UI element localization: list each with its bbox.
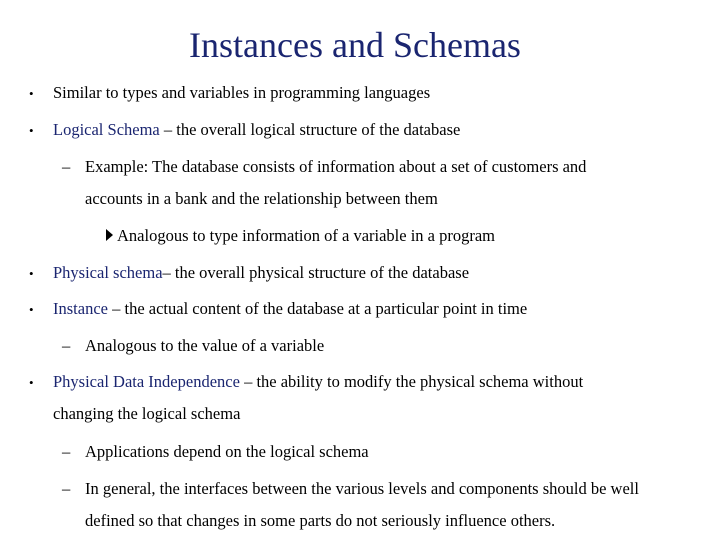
bullet-text-continuation: changing the logical schema — [53, 404, 241, 423]
bullet-icon: • — [29, 123, 34, 138]
bullet-text: Similar to types and variables in programming languages — [53, 83, 431, 102]
sub-sub-bullet-text: Analogous to type information of a variable in a program — [117, 226, 496, 245]
bullet-icon: • — [29, 266, 34, 281]
bullet-icon: • — [29, 302, 34, 317]
bullet-text — [53, 299, 527, 319]
sub-bullet-text-continuation: accounts in a bank and the relationship between them — [85, 189, 438, 208]
triangle-arrow-icon — [106, 229, 113, 241]
bullet-icon: • — [29, 86, 34, 101]
definition-text: – the overall physical structure of the database — [162, 263, 470, 282]
sub-bullet-text: In general, the interfaces between the various levels and components should be well — [85, 479, 639, 498]
definition-text: – the overall logical structure of the database — [159, 120, 461, 139]
definition-text: – the actual content of the database at a particular point in time — [107, 299, 528, 318]
bullet-text — [53, 263, 469, 283]
sub-bullet-text: Analogous to the value of a variable — [85, 336, 325, 355]
dash-bullet-icon: – — [62, 479, 71, 498]
definition-text: – the ability to modify the physical schema without — [239, 372, 584, 391]
bullet-icon: • — [29, 375, 34, 390]
dash-bullet-icon: – — [62, 157, 71, 176]
term-physical-data-independence: Physical Data Independence — [53, 372, 240, 391]
term-physical-schema: Physical schema — [53, 263, 163, 282]
term-logical-schema: Logical Schema — [53, 120, 160, 139]
dash-bullet-icon: – — [62, 442, 71, 461]
slide-title: Instances and Schemas — [189, 25, 521, 65]
sub-bullet-text: Example: The database consists of information about a set of customers and — [85, 157, 587, 176]
term-instance: Instance — [53, 299, 108, 318]
dash-bullet-icon: – — [62, 336, 71, 355]
bullet-text — [53, 120, 460, 140]
sub-bullet-text: Applications depend on the logical schema — [85, 442, 369, 461]
bullet-text — [53, 372, 583, 392]
sub-bullet-text-continuation: defined so that changes in some parts do not seriously influence others. — [85, 511, 556, 530]
